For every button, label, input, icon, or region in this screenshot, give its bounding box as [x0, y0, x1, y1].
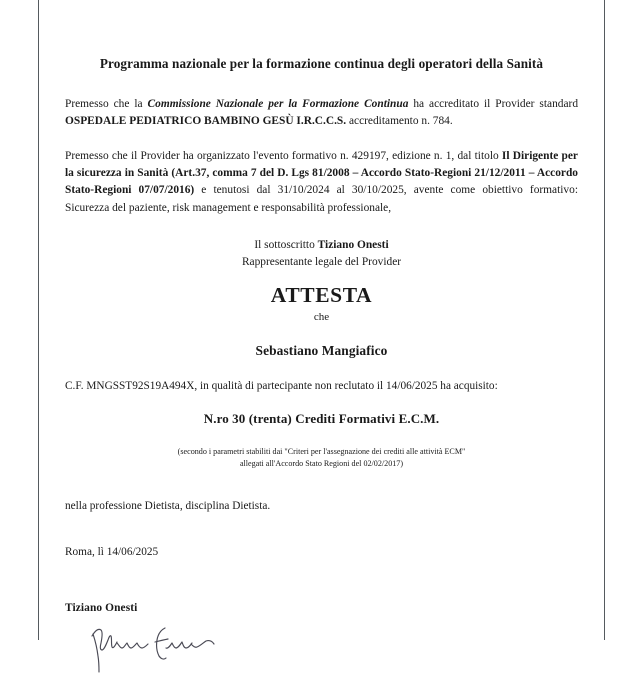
accreditation-middle: ha accreditato il Provider standard	[408, 98, 579, 111]
paragraph-event	[65, 148, 578, 217]
event-lead: Premesso che il Provider ha organizzato l'evento formativo n. 429197, edizione n. 1, dal titolo	[65, 149, 502, 162]
signer-name: Tiziano Onesti	[65, 601, 138, 614]
undersigned-role: Rappresentante legale del Provider	[241, 255, 402, 268]
fineprint-line-1: (secondo i parametri stabiliti dai "Criteri per l'assegnazione dei crediti alle attività ECM"	[177, 446, 466, 456]
page-border-right	[604, 0, 605, 640]
fineprint-line-2: allegati all'Accordo Stato Regioni del 02/02/2017)	[239, 458, 404, 468]
paragraph-accreditation	[65, 96, 578, 131]
accreditation-provider: OSPEDALE PEDIATRICO BAMBINO GESÙ I.R.C.C.S.	[65, 115, 347, 128]
undersigned-prefix: Il sottoscritto	[254, 239, 318, 252]
accreditation-lead: Premesso che la	[65, 98, 148, 111]
credits-awarded: N.ro 30 (trenta) Crediti Formativi E.C.M.	[203, 410, 440, 426]
page-title: Programma nazionale per la formazione continua degli operatori della Sanità	[99, 56, 544, 71]
accreditation-tail: accreditamento n. 784.	[346, 115, 453, 128]
undersigned-line	[65, 237, 578, 254]
event-title: Il Dirigente per la sicurezza in Sanità (Art.37, comma 7 del D. Lgs 81/2008 – Accordo Stato-Regioni 21/12/2011 – Accordo Stato-Regioni 07/07/2016)	[65, 149, 578, 197]
attests-heading: ATTESTA	[270, 283, 373, 308]
undersigned-name: Tiziano Onesti	[317, 239, 389, 252]
place-date-line: Roma, lì 14/06/2025	[65, 546, 159, 559]
profession-line: nella professione Dietista, disciplina Dietista.	[65, 499, 271, 512]
recipient-name: Sebastiano Mangiafico	[255, 343, 388, 359]
attests-subheading: che	[313, 310, 330, 323]
event-tail: e tenutosi dal 31/10/2024 al 30/10/2025, avente come obiettivo formativo: Sicurezza del paziente, risk management e responsabilità professionale,	[65, 184, 578, 214]
accreditation-commission: Commissione Nazionale per la Formazione Continua	[147, 98, 409, 111]
handwritten-signature-icon	[87, 618, 277, 674]
certificate-content	[39, 0, 604, 640]
recipient-details: C.F. MNGSST92S19A494X, in qualità di partecipante non reclutato il 14/06/2025 ha acquisito:	[65, 380, 498, 393]
